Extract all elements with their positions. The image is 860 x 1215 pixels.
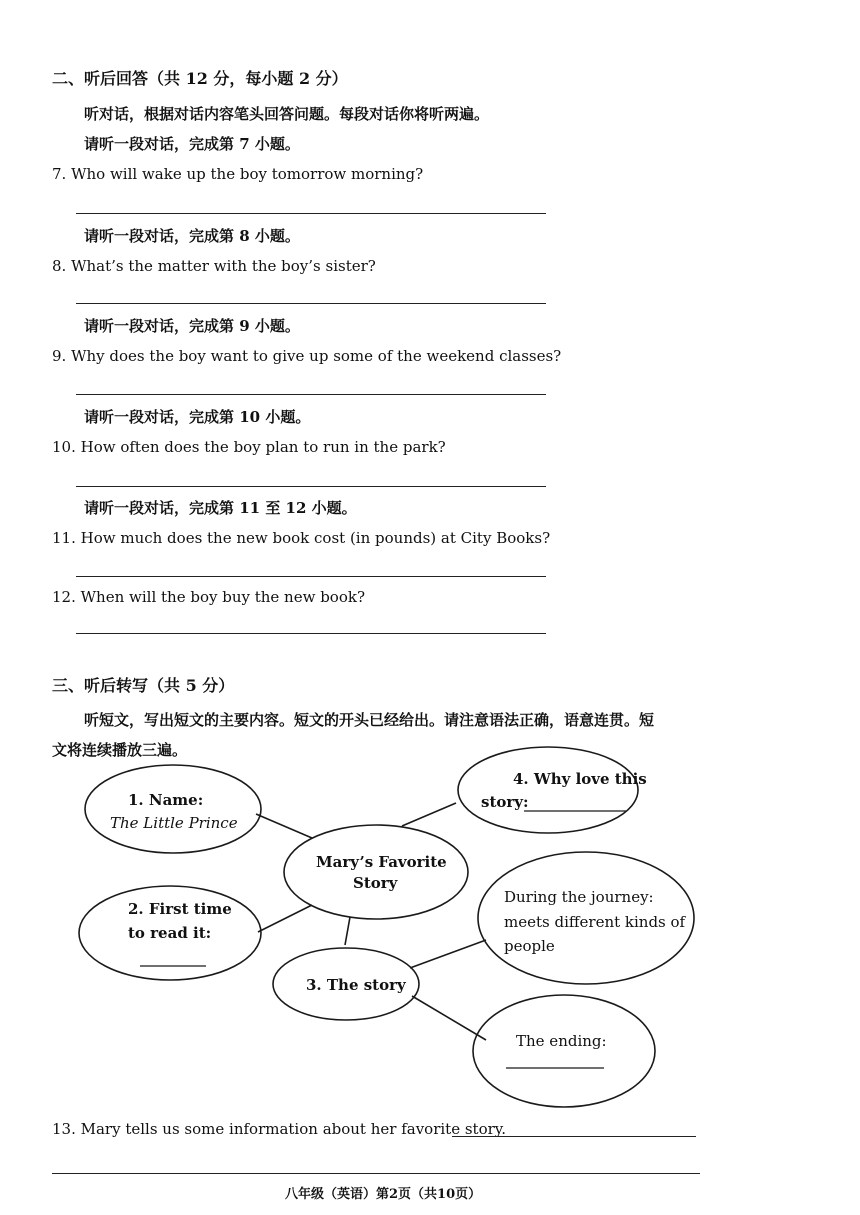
ending-label: The ending: [516,1032,607,1050]
group-intro-8: 请听一段对话，完成第 8 小题。 [84,227,300,245]
section2-title: 二、听后回答（共 12 分，每小题 2 分） [52,69,348,88]
page-footer: 八年级（英语）第2页（共10页） [285,1187,482,1202]
why-love-line2: story: [481,793,529,811]
ellipse-why-love [458,747,638,833]
journey-line1: During the journey: [504,888,654,906]
group-intro-9: 请听一段对话，完成第 9 小题。 [84,317,300,335]
group-intro-11-12: 请听一段对话，完成第 11 至 12 小题。 [84,499,357,517]
why-love-line1: 4. Why love this [513,770,647,788]
question-10: 10. How often does the boy plan to run in the park? [52,438,446,456]
group-intro-10: 请听一段对话，完成第 10 小题。 [84,408,311,426]
question-12: 12. When will the boy buy the new book? [52,588,365,606]
journey-line2: meets different kinds of [504,913,686,931]
section2-instruction: 听对话，根据对话内容笔头回答问题。每段对话你将听两遍。 [84,105,490,123]
connector-story [345,917,350,945]
section3-instruction-line1: 听短文，写出短文的主要内容。短文的开头已经给出。请注意语法正确，语意连贯。短 [84,711,655,729]
question-9: 9. Why does the boy want to give up some of the weekend classes? [52,347,562,365]
center-line2: Story [353,874,398,892]
question-7: 7. Who will wake up the boy tomorrow morning? [52,165,424,183]
question-13: 13. Mary tells us some information about her favorite story. [52,1120,507,1138]
section3-title: 三、听后转写（共 5 分） [52,676,235,695]
answer-line-13a[interactable] [452,1136,696,1137]
question-8: 8. What’s the matter with the boy’s sister? [52,257,376,275]
name-label: 1. Name: [128,791,204,809]
answer-line-13b[interactable] [52,1173,700,1174]
name-value: The Little Prince [110,814,238,832]
story-label: 3. The story [306,976,406,994]
first-time-line2: to read it: [128,924,212,942]
connector-ending [412,996,486,1040]
connector-why-love [402,803,456,826]
connector-first-time [258,905,312,932]
section3-instruction-line2: 文将连续播放三遍。 [52,741,188,759]
group-intro-7: 请听一段对话，完成第 7 小题。 [84,135,300,153]
connector-name [256,814,312,838]
first-time-line1: 2. First time [128,900,232,918]
center-line1: Mary’s Favorite [316,853,447,871]
journey-line3: people [504,937,555,955]
connector-journey [410,940,486,968]
question-11: 11. How much does the new book cost (in pounds) at City Books? [52,529,551,547]
